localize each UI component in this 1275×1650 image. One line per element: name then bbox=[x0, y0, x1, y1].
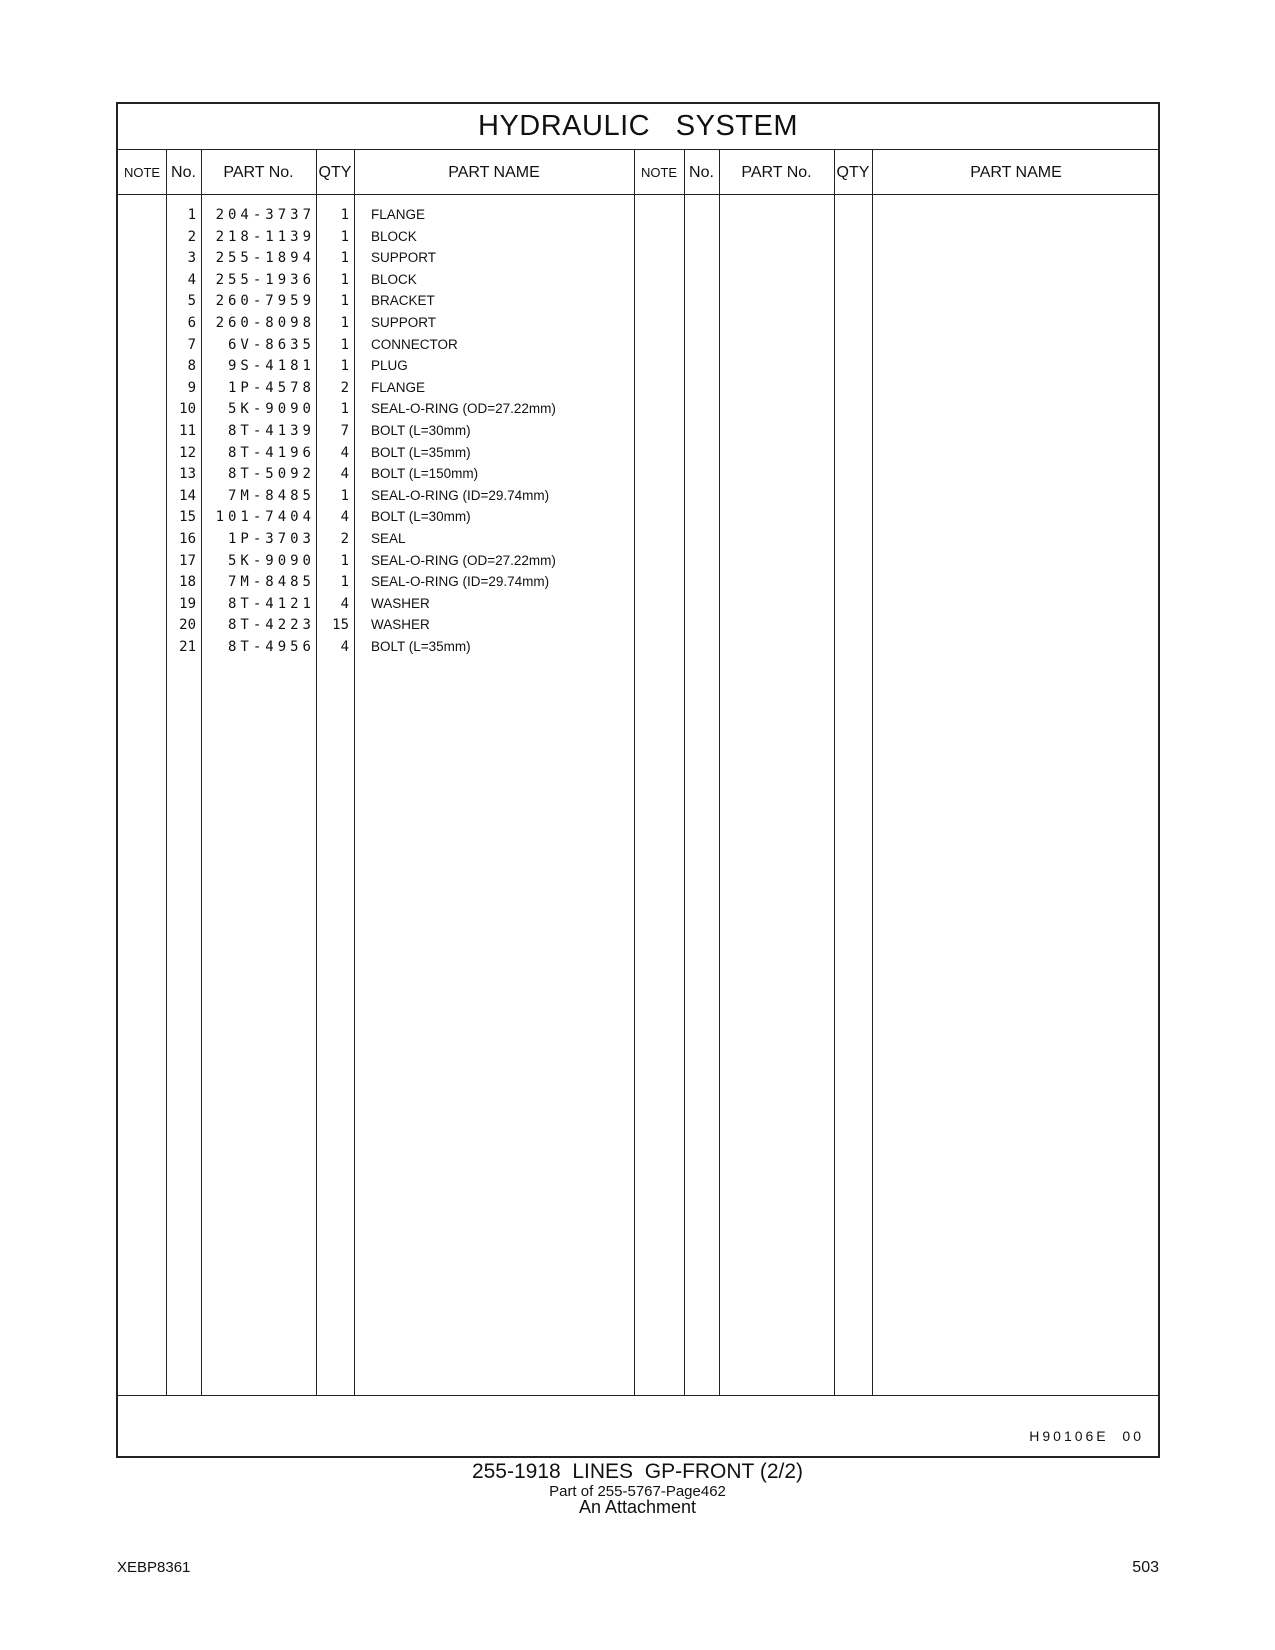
table-row bbox=[118, 593, 1158, 615]
item-number: 20 bbox=[179, 617, 196, 634]
item-number: 9 bbox=[187, 379, 196, 396]
table-row bbox=[118, 290, 1158, 312]
header-note-right: NOTE bbox=[640, 165, 678, 180]
part-name: WASHER bbox=[371, 595, 430, 611]
header-qty: QTY bbox=[318, 163, 352, 181]
part-name: SEAL-O-RING (ID=29.74mm) bbox=[371, 487, 550, 503]
part-number: 8T-4139 bbox=[227, 423, 315, 439]
part-number: 6V-8635 bbox=[227, 336, 315, 353]
table-row bbox=[118, 571, 1158, 593]
quantity: 1 bbox=[340, 336, 349, 353]
quantity: 1 bbox=[340, 487, 349, 504]
quantity: 4 bbox=[340, 595, 349, 612]
table-row bbox=[118, 463, 1158, 485]
header-part-name: PART NAME bbox=[448, 163, 540, 181]
item-number: 16 bbox=[179, 531, 196, 547]
item-number: 5 bbox=[187, 293, 196, 310]
quantity: 1 bbox=[340, 271, 349, 288]
item-number: 6 bbox=[187, 315, 196, 331]
table-row bbox=[118, 247, 1158, 269]
part-name: SEAL-O-RING (OD=27.22mm) bbox=[371, 401, 556, 417]
part-number: 260-8098 bbox=[215, 315, 315, 331]
part-number: 1P-3703 bbox=[227, 531, 315, 547]
part-number: 1P-4578 bbox=[227, 379, 315, 396]
part-name: BRACKET bbox=[371, 293, 435, 309]
header-note: NOTE bbox=[123, 165, 161, 180]
quantity: 1 bbox=[340, 315, 349, 331]
quantity: 1 bbox=[340, 293, 349, 310]
part-name: PLUG bbox=[371, 358, 408, 374]
table-footer bbox=[118, 1395, 1158, 1456]
group-title: 255-1918 LINES GP-FRONT (2/2) bbox=[471, 1460, 804, 1483]
part-name: SUPPORT bbox=[371, 315, 437, 330]
page-number: 503 bbox=[1132, 1559, 1159, 1576]
part-number: 5K-9090 bbox=[227, 401, 315, 418]
item-number: 11 bbox=[179, 423, 196, 439]
table-body bbox=[118, 195, 1158, 1395]
header-part-name-right: PART NAME bbox=[970, 163, 1062, 181]
item-number: 7 bbox=[187, 336, 196, 353]
part-name: CONNECTOR bbox=[371, 336, 458, 352]
table-row bbox=[118, 485, 1158, 507]
table-row bbox=[118, 377, 1158, 399]
part-name: SEAL-O-RING (ID=29.74mm) bbox=[371, 574, 550, 590]
part-name: SUPPORT bbox=[371, 250, 437, 266]
header-no-right: No. bbox=[689, 163, 714, 181]
item-number: 12 bbox=[179, 444, 196, 461]
quantity: 2 bbox=[340, 531, 349, 547]
part-number: 218-1139 bbox=[215, 228, 315, 245]
item-number: 3 bbox=[187, 250, 196, 267]
part-name: BLOCK bbox=[371, 228, 417, 244]
table-row bbox=[118, 204, 1158, 226]
table-row bbox=[118, 355, 1158, 377]
part-name: WASHER bbox=[371, 617, 430, 633]
part-number: 9S-4181 bbox=[227, 358, 315, 375]
part-number: 7M-8485 bbox=[227, 487, 315, 504]
table-row bbox=[118, 636, 1158, 658]
table-row bbox=[118, 506, 1158, 528]
quantity: 7 bbox=[340, 423, 349, 439]
part-number: 8T-5092 bbox=[227, 466, 315, 483]
part-name: BOLT (L=30mm) bbox=[371, 509, 471, 525]
item-number: 10 bbox=[179, 401, 196, 418]
item-number: 1 bbox=[187, 207, 196, 223]
quantity: 1 bbox=[340, 552, 349, 569]
quantity: 1 bbox=[340, 228, 349, 245]
table-row bbox=[118, 614, 1158, 636]
table-row bbox=[118, 398, 1158, 420]
drawing-code: H90106E 00 bbox=[1029, 1428, 1144, 1444]
quantity: 4 bbox=[340, 444, 349, 461]
quantity: 1 bbox=[340, 250, 349, 267]
publication-number: XEBP8361 bbox=[117, 1559, 191, 1576]
item-number: 18 bbox=[179, 574, 196, 591]
table-row bbox=[118, 420, 1158, 442]
parts-table bbox=[116, 102, 1160, 1458]
part-name: FLANGE bbox=[371, 379, 426, 395]
table-row bbox=[118, 528, 1158, 550]
item-number: 2 bbox=[187, 228, 196, 245]
item-number: 4 bbox=[187, 271, 196, 288]
part-number: 204-3737 bbox=[215, 207, 315, 223]
part-name: BOLT (L=150mm) bbox=[371, 466, 479, 482]
table-header bbox=[118, 150, 1158, 195]
quantity: 1 bbox=[340, 358, 349, 375]
table-row bbox=[118, 442, 1158, 464]
group-reference: Part of 255-5767-Page462 bbox=[549, 1483, 726, 1500]
table-row bbox=[118, 226, 1158, 248]
quantity: 15 bbox=[332, 617, 349, 634]
item-number: 15 bbox=[179, 509, 196, 526]
part-number: 260-7959 bbox=[215, 293, 315, 310]
part-name: SEAL bbox=[371, 531, 406, 546]
quantity: 1 bbox=[340, 574, 349, 591]
part-name: SEAL-O-RING (OD=27.22mm) bbox=[371, 552, 556, 568]
part-number: 255-1936 bbox=[215, 271, 315, 288]
part-name: BLOCK bbox=[371, 271, 417, 287]
quantity: 1 bbox=[340, 207, 349, 223]
header-qty-right: QTY bbox=[836, 163, 870, 181]
item-number: 17 bbox=[179, 552, 196, 569]
table-row bbox=[118, 312, 1158, 334]
table-row bbox=[118, 334, 1158, 356]
table-row bbox=[118, 550, 1158, 572]
header-no: No. bbox=[171, 163, 196, 181]
part-name: BOLT (L=35mm) bbox=[371, 639, 471, 654]
part-name: FLANGE bbox=[371, 207, 426, 222]
item-number: 21 bbox=[179, 639, 196, 655]
item-number: 13 bbox=[179, 466, 196, 483]
part-number: 8T-4956 bbox=[227, 639, 315, 655]
item-number: 19 bbox=[179, 595, 196, 612]
table-row bbox=[118, 269, 1158, 291]
quantity: 1 bbox=[340, 401, 349, 418]
quantity: 4 bbox=[340, 466, 349, 483]
part-number: 101-7404 bbox=[215, 509, 315, 526]
part-name: BOLT (L=35mm) bbox=[371, 444, 471, 460]
group-subtitle: An Attachment bbox=[578, 1497, 697, 1517]
part-number: 8T-4223 bbox=[227, 617, 315, 634]
quantity: 4 bbox=[340, 639, 349, 655]
table-title: HYDRAULIC SYSTEM bbox=[118, 104, 1158, 150]
part-number: 8T-4121 bbox=[227, 595, 315, 612]
part-number: 255-1894 bbox=[215, 250, 315, 267]
header-part-no-right: PART No. bbox=[741, 163, 812, 181]
part-number: 7M-8485 bbox=[227, 574, 315, 591]
part-number: 8T-4196 bbox=[227, 444, 315, 461]
part-number: 5K-9090 bbox=[227, 552, 315, 569]
quantity: 4 bbox=[340, 509, 349, 526]
quantity: 2 bbox=[340, 379, 349, 396]
header-part-no: PART No. bbox=[223, 163, 294, 181]
part-name: BOLT (L=30mm) bbox=[371, 423, 471, 438]
item-number: 8 bbox=[187, 358, 196, 375]
item-number: 14 bbox=[179, 487, 196, 504]
